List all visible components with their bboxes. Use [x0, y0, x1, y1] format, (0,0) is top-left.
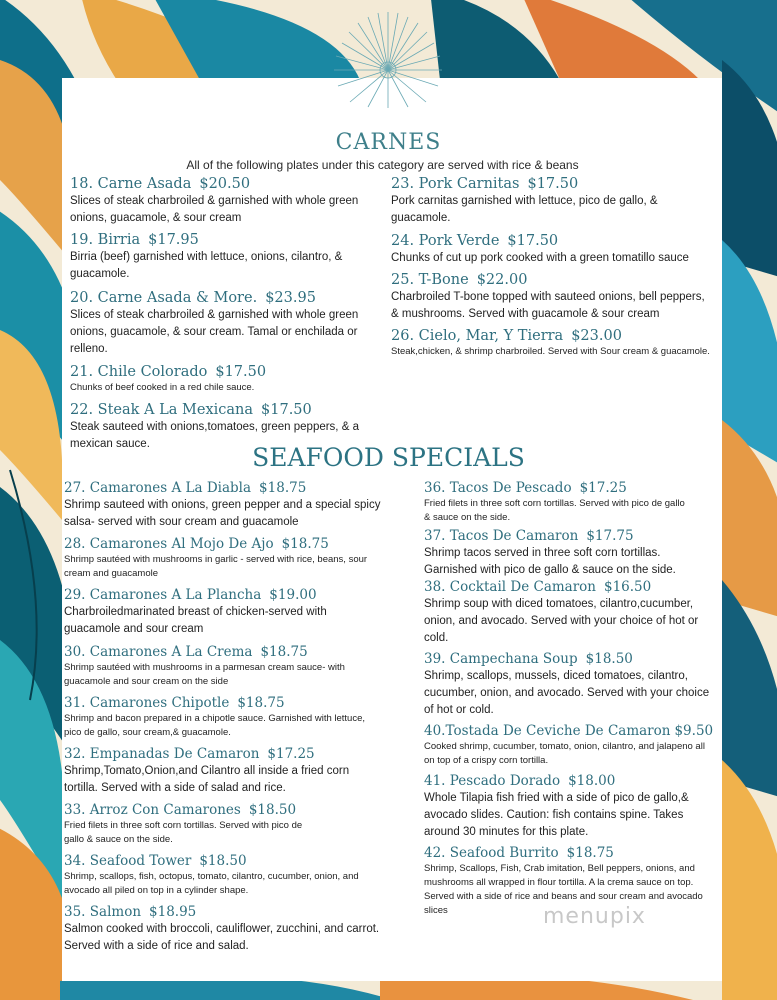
item-title: 18. Carne Asada $20.50 [70, 176, 251, 192]
item-description: Charbroiled T-bone topped with sauteed onions, bell peppers, & mushrooms. Served with guacamole & sour cream [391, 291, 705, 320]
menu-item [391, 175, 713, 227]
item-description: Fried filets in three soft corn tortillas. Served with pico de gallo & sauce on the side. [64, 820, 303, 845]
menu-item [391, 232, 713, 267]
item-description: Charbroiledmarinated breast of chicken-served with guacamole and sour cream [64, 606, 327, 635]
item-description: Shrimp and bacon prepared in a chipotle sauce. Garnished with lettuce, pico de gallo, sour cream,& guacamole. [64, 713, 366, 738]
item-description: Slices of steak charbroiled & garnished with whole green onions, guacamole, & sour cream. Tamal or enchilada or relleno. [70, 309, 359, 355]
item-description: Steak,chicken, & shrimp charbroiled. Served with Sour cream & guacamole. [391, 346, 710, 357]
item-title: 30. Camarones A La Crema $18.75 [64, 644, 308, 660]
item-title: 41. Pescado Dorado $18.00 [424, 773, 616, 789]
item-description: Shrimp sautéed with mushrooms in a parmesan cream sauce- with guacamole and sour cream on the side [64, 662, 345, 687]
item-description: Shrimp sautéed with mushrooms in garlic - served with rice, beans, sour cream and guacamole [64, 554, 368, 579]
item-description: Pork carnitas garnished with lettuce, pico de gallo, & guacamole. [391, 195, 658, 224]
item-description: Fried filets in three soft corn tortillas. Served with pico de gallo & sauce on the side. [424, 498, 685, 523]
item-description: Salmon cooked with broccoli, cauliflower, zucchini, and carrot. Served with a side of rice and salad. [64, 923, 380, 952]
item-title: 25. T-Bone $22.00 [391, 272, 528, 288]
carnes-subtitle: All of the following plates under this category are served with rice & beans [186, 158, 579, 172]
item-title: 42. Seafood Burrito $18.75 [424, 845, 614, 861]
menu-item [424, 579, 716, 647]
menu-item [70, 289, 388, 358]
item-description: Cooked shrimp, cucumber, tomato, onion, cilantro, and jalapeno all on top of a crispy corn tortilla. [424, 741, 705, 766]
item-title: 22. Steak A La Mexicana $17.50 [70, 402, 312, 418]
item-description: Shrimp tacos served in three soft corn tortillas. Garnished with pico de gallo & sauce on the side. [424, 547, 676, 576]
item-title: 35. Salmon $18.95 [64, 904, 197, 920]
item-title: 36. Tacos De Pescado $17.25 [424, 480, 627, 496]
item-description: Slices of steak charbroiled & garnished with whole green onions, guacamole, & sour cream [70, 195, 359, 224]
item-title: 33. Arroz Con Camarones $18.50 [64, 802, 297, 818]
item-title: 19. Birria $17.95 [70, 232, 199, 248]
item-description: Chunks of beef cooked in a red chile sauce. [70, 382, 255, 393]
item-description: Shrimp,Tomato,Onion,and Cilantro all inside a fried corn tortilla. Served with a side of salad and rice. [64, 765, 350, 794]
carnes-left-column [70, 175, 388, 453]
menu-item [70, 175, 388, 227]
item-title: 34. Seafood Tower $18.50 [64, 853, 247, 869]
watermark: menupix [543, 904, 646, 929]
menu-item [64, 535, 382, 581]
menu-item [64, 745, 382, 797]
item-description: Shrimp sauteed with onions, green pepper and a special spicy salsa- served with sour cream and guacamole [64, 499, 381, 528]
item-title: 38. Cocktail De Camaron $16.50 [424, 579, 652, 595]
item-title: 20. Carne Asada & More. $23.95 [70, 290, 316, 306]
item-description: Birria (beef) garnished with lettuce, onions, cilantro, & guacamole. [70, 251, 343, 280]
menu-item [64, 643, 382, 689]
item-title: 29. Camarones A La Plancha $19.00 [64, 587, 317, 603]
item-description: Shrimp, Scallops, Fish, Crab imitation, Bell peppers, onions, and mushrooms all wrapped in flour tortilla. A la crema sauce on top. Served with a side of rice and beans and sour cream and avocado slices [424, 863, 703, 916]
item-title: 21. Chile Colorado $17.50 [70, 364, 267, 380]
item-title: 23. Pork Carnitas $17.50 [391, 176, 579, 192]
item-title: 39. Campechana Soup $18.50 [424, 651, 633, 667]
item-description: Whole Tilapia fish fried with a side of pico de gallo,& avocado slides. Caution: fish contains spine. Takes around 30 minutes for this plate. [424, 792, 689, 838]
item-description: Shrimp, scallops, mussels, diced tomatoes, cilantro, cucumber, onion, and avocado. Served with your choice of hot or cold. [424, 670, 710, 716]
seafood-right-column [424, 480, 716, 918]
menu-item [64, 801, 382, 847]
menu-item [64, 903, 382, 955]
menu-item [70, 231, 388, 283]
item-title: 37. Tacos De Camaron $17.75 [424, 528, 634, 544]
item-title: 24. Pork Verde $17.50 [391, 233, 559, 249]
item-title: 31. Camarones Chipotle $18.75 [64, 695, 285, 711]
menu-item [391, 327, 713, 359]
menu-item [424, 528, 716, 579]
item-title: 32. Empanadas De Camaron $17.25 [64, 746, 315, 762]
seafood-heading: SEAFOOD SPECIALS [252, 443, 525, 472]
item-description: Chunks of cut up pork cooked with a green tomatillo sauce [391, 252, 689, 264]
item-title: 27. Camarones A La Diabla $18.75 [64, 480, 307, 496]
carnes-heading: CARNES [335, 130, 442, 155]
item-description: Shrimp soup with diced tomatoes, cilantro,cucumber, onion, and avocado. Served with your choice of hot or cold. [424, 598, 699, 644]
menu-item [391, 271, 713, 323]
carnes-right-column [391, 175, 713, 359]
menu-item [64, 694, 382, 740]
menu-item [70, 363, 388, 395]
menu-item [64, 479, 382, 531]
item-description: Steak sauteed with onions,tomatoes, green peppers, & a mexican sauce. [70, 421, 359, 450]
menu-item [424, 773, 716, 841]
menu-item [64, 852, 382, 898]
item-title: 40.Tostada De Ceviche De Camaron $9.50 [424, 723, 714, 739]
item-title: 26. Cielo, Mar, Y Tierra $23.00 [391, 328, 622, 344]
item-title: 28. Camarones Al Mojo De Ajo $18.75 [64, 536, 329, 552]
item-description: Shrimp, scallops, fish, octopus, tomato, cilantro, cucumber, onion, and avocado all piled on top in a cylinder shape. [64, 871, 359, 896]
seafood-left-column [64, 479, 382, 955]
menu-item [64, 586, 382, 638]
menu-item [424, 723, 716, 768]
sunburst-icon [330, 10, 446, 110]
menu-item [424, 480, 716, 525]
menu-item [424, 651, 716, 719]
